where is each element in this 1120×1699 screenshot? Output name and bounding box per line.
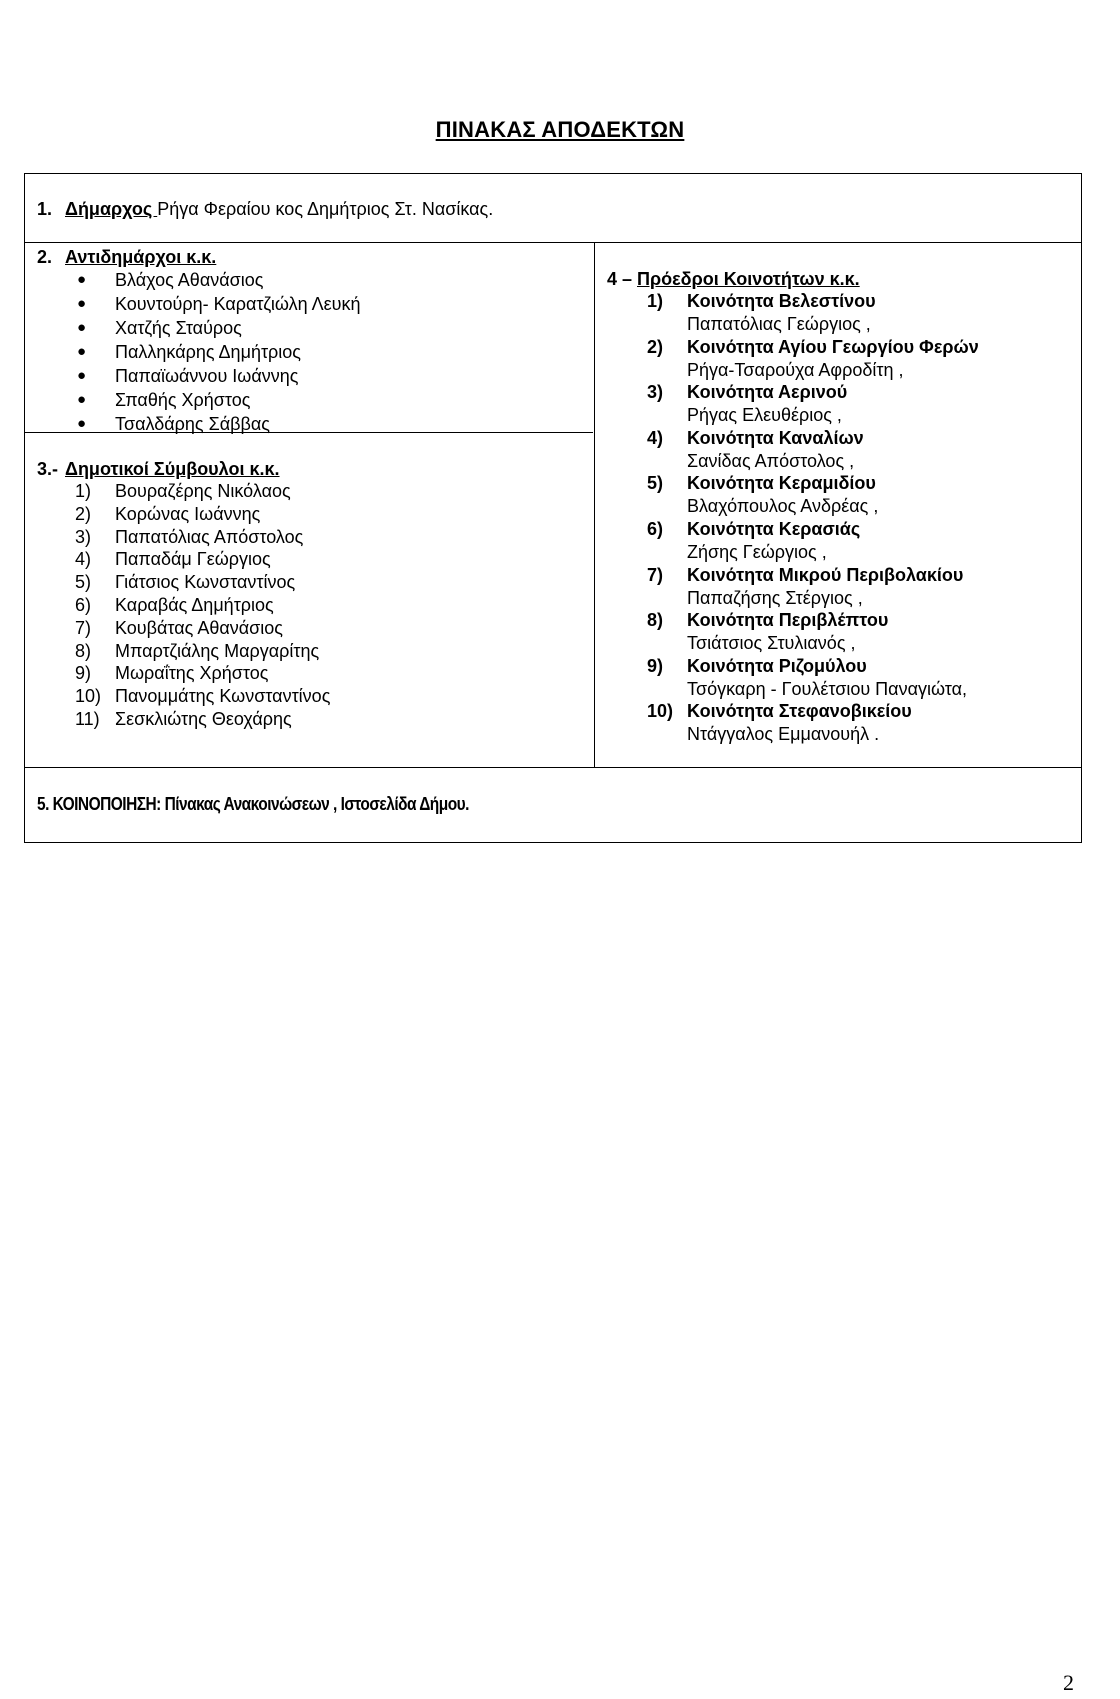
- community-name: Κοινότητα Αγίου Γεωργίου Φερών: [687, 336, 979, 357]
- list-item: Καραβάς Δημήτριος: [115, 595, 274, 615]
- list-item: Μπαρτζιάλης Μαργαρίτης: [115, 640, 320, 661]
- bullet-icon: ●: [77, 415, 87, 432]
- community-number: 4): [647, 427, 664, 448]
- community-name: Κοινότητα Περιβλέπτου: [687, 610, 889, 631]
- row-divider-1: [25, 242, 1081, 243]
- community-number: 2): [647, 336, 664, 357]
- list-item-number: 11): [75, 709, 100, 729]
- section1-line: [65, 198, 493, 220]
- president-name: Τσιάτσιος Στυλιανός ,: [687, 633, 856, 654]
- community-number: 5): [647, 473, 664, 494]
- community-number: 7): [647, 564, 664, 585]
- list-item-number: 10): [75, 686, 102, 707]
- president-name: Παπαζήσης Στέργιος ,: [687, 587, 863, 608]
- list-item-number: 2): [75, 503, 92, 524]
- list-item-number: 6): [75, 595, 92, 615]
- list-item: Βλάχος Αθανάσιος: [115, 270, 264, 290]
- list-item-number: 8): [75, 640, 92, 661]
- bullet-icon: ●: [77, 319, 87, 336]
- list-item: Σεσκλιώτης Θεοχάρης: [115, 709, 292, 729]
- community-name: Κοινότητα Μικρού Περιβολακίου: [687, 564, 964, 585]
- row-divider-3: [25, 767, 1081, 768]
- list-item: Παπαϊωάννου Ιωάννης: [115, 366, 299, 386]
- section4-label: Πρόεδροι Κοινοτήτων κ.κ.: [637, 269, 860, 289]
- page-number: 2: [1063, 1670, 1074, 1695]
- bullet-icon: ●: [77, 343, 87, 360]
- president-name: Βλαχόπουλος Ανδρέας ,: [687, 496, 879, 517]
- bullet-icon: ●: [77, 391, 87, 408]
- list-item: Χατζής Σταύρος: [115, 318, 242, 338]
- list-item-number: 9): [75, 663, 92, 684]
- community-name: Κοινότητα Ριζομύλου: [687, 655, 867, 676]
- row-divider-2: [25, 432, 593, 433]
- community-number: 3): [647, 382, 664, 403]
- list-item-number: 5): [75, 572, 92, 593]
- list-item: Κορώνας Ιωάννης: [115, 503, 261, 524]
- president-name: Παπατόλιας Γεώργιος ,: [687, 314, 871, 334]
- president-name: Ντάγγαλος Εμμανουήλ .: [687, 724, 880, 745]
- list-item: Κουντούρη- Καρατζιώλη Λευκή: [115, 294, 361, 314]
- list-item-number: 1): [75, 481, 92, 501]
- section3-number: 3.-: [37, 459, 59, 479]
- president-name: Ρήγας Ελευθέριος ,: [687, 405, 842, 426]
- president-name: Ζήσης Γεώργιος ,: [687, 542, 827, 562]
- section4-number: 4 –: [607, 269, 633, 289]
- list-item: Κουβάτας Αθανάσιος: [115, 617, 283, 638]
- page-title: ΠΙΝΑΚΑΣ ΑΠΟΔΕΚΤΩΝ: [435, 117, 685, 142]
- list-item: Γιάτσιος Κωνσταντίνος: [115, 572, 296, 593]
- president-name: Τσόγκαρη - Γουλέτσιου Παναγιώτα,: [687, 678, 968, 699]
- president-name: Ρήγα-Τσαρούχα Αφροδίτη ,: [687, 359, 904, 380]
- recipients-table: [24, 173, 1082, 843]
- section1-text: Ρήγα Φεραίου κος Δημήτριος Στ. Νασίκας.: [157, 199, 494, 219]
- column-divider: [594, 242, 595, 767]
- community-name: Κοινότητα Κεραμιδίου: [687, 473, 876, 494]
- section3-label: Δημοτικοί Σύμβουλοι κ.κ.: [65, 459, 280, 479]
- community-number: 1): [647, 291, 664, 311]
- list-item: Πανομμάτης Κωνσταντίνος: [115, 686, 331, 707]
- community-number: 10): [647, 701, 674, 722]
- list-item: Τσαλδάρης Σάββας: [115, 414, 270, 434]
- community-number: 6): [647, 519, 664, 539]
- section5-text: 5. ΚΟΙΝΟΠΟΙΗΣΗ: Πίνακας Ανακοινώσεων , Ιστοσελίδα Δήμου.: [37, 794, 469, 814]
- community-name: Κοινότητα Καναλίων: [687, 427, 864, 448]
- community-name: Κοινότητα Στεφανοβικείου: [687, 701, 912, 722]
- list-item: Παπατόλιας Απόστολος: [115, 526, 304, 547]
- bullet-icon: ●: [77, 367, 87, 384]
- president-name: Σανίδας Απόστολος ,: [687, 450, 855, 471]
- list-item: Παλληκάρης Δημήτριος: [115, 342, 301, 362]
- community-number: 8): [647, 610, 664, 631]
- community-name: Κοινότητα Βελεστίνου: [687, 291, 876, 311]
- list-item-number: 7): [75, 617, 92, 638]
- list-item: Μωραΐτης Χρήστος: [115, 663, 269, 684]
- section2-number: 2.: [37, 247, 53, 267]
- list-item-number: 4): [75, 549, 92, 570]
- section1-label: Δήμαρχος: [65, 199, 158, 219]
- list-item: Βουραζέρης Νικόλαος: [115, 481, 291, 501]
- list-item: Παπαδάμ Γεώργιος: [115, 549, 271, 570]
- bullet-icon: ●: [77, 271, 87, 288]
- community-name: Κοινότητα Αερινού: [687, 382, 848, 403]
- community-name: Κοινότητα Κερασιάς: [687, 519, 861, 539]
- section1-number: 1.: [37, 199, 53, 219]
- list-item: Σπαθής Χρήστος: [115, 390, 251, 410]
- community-number: 9): [647, 655, 664, 676]
- section2-label: Αντιδημάρχοι κ.κ.: [65, 247, 217, 267]
- bullet-icon: ●: [77, 295, 87, 312]
- list-item-number: 3): [75, 526, 92, 547]
